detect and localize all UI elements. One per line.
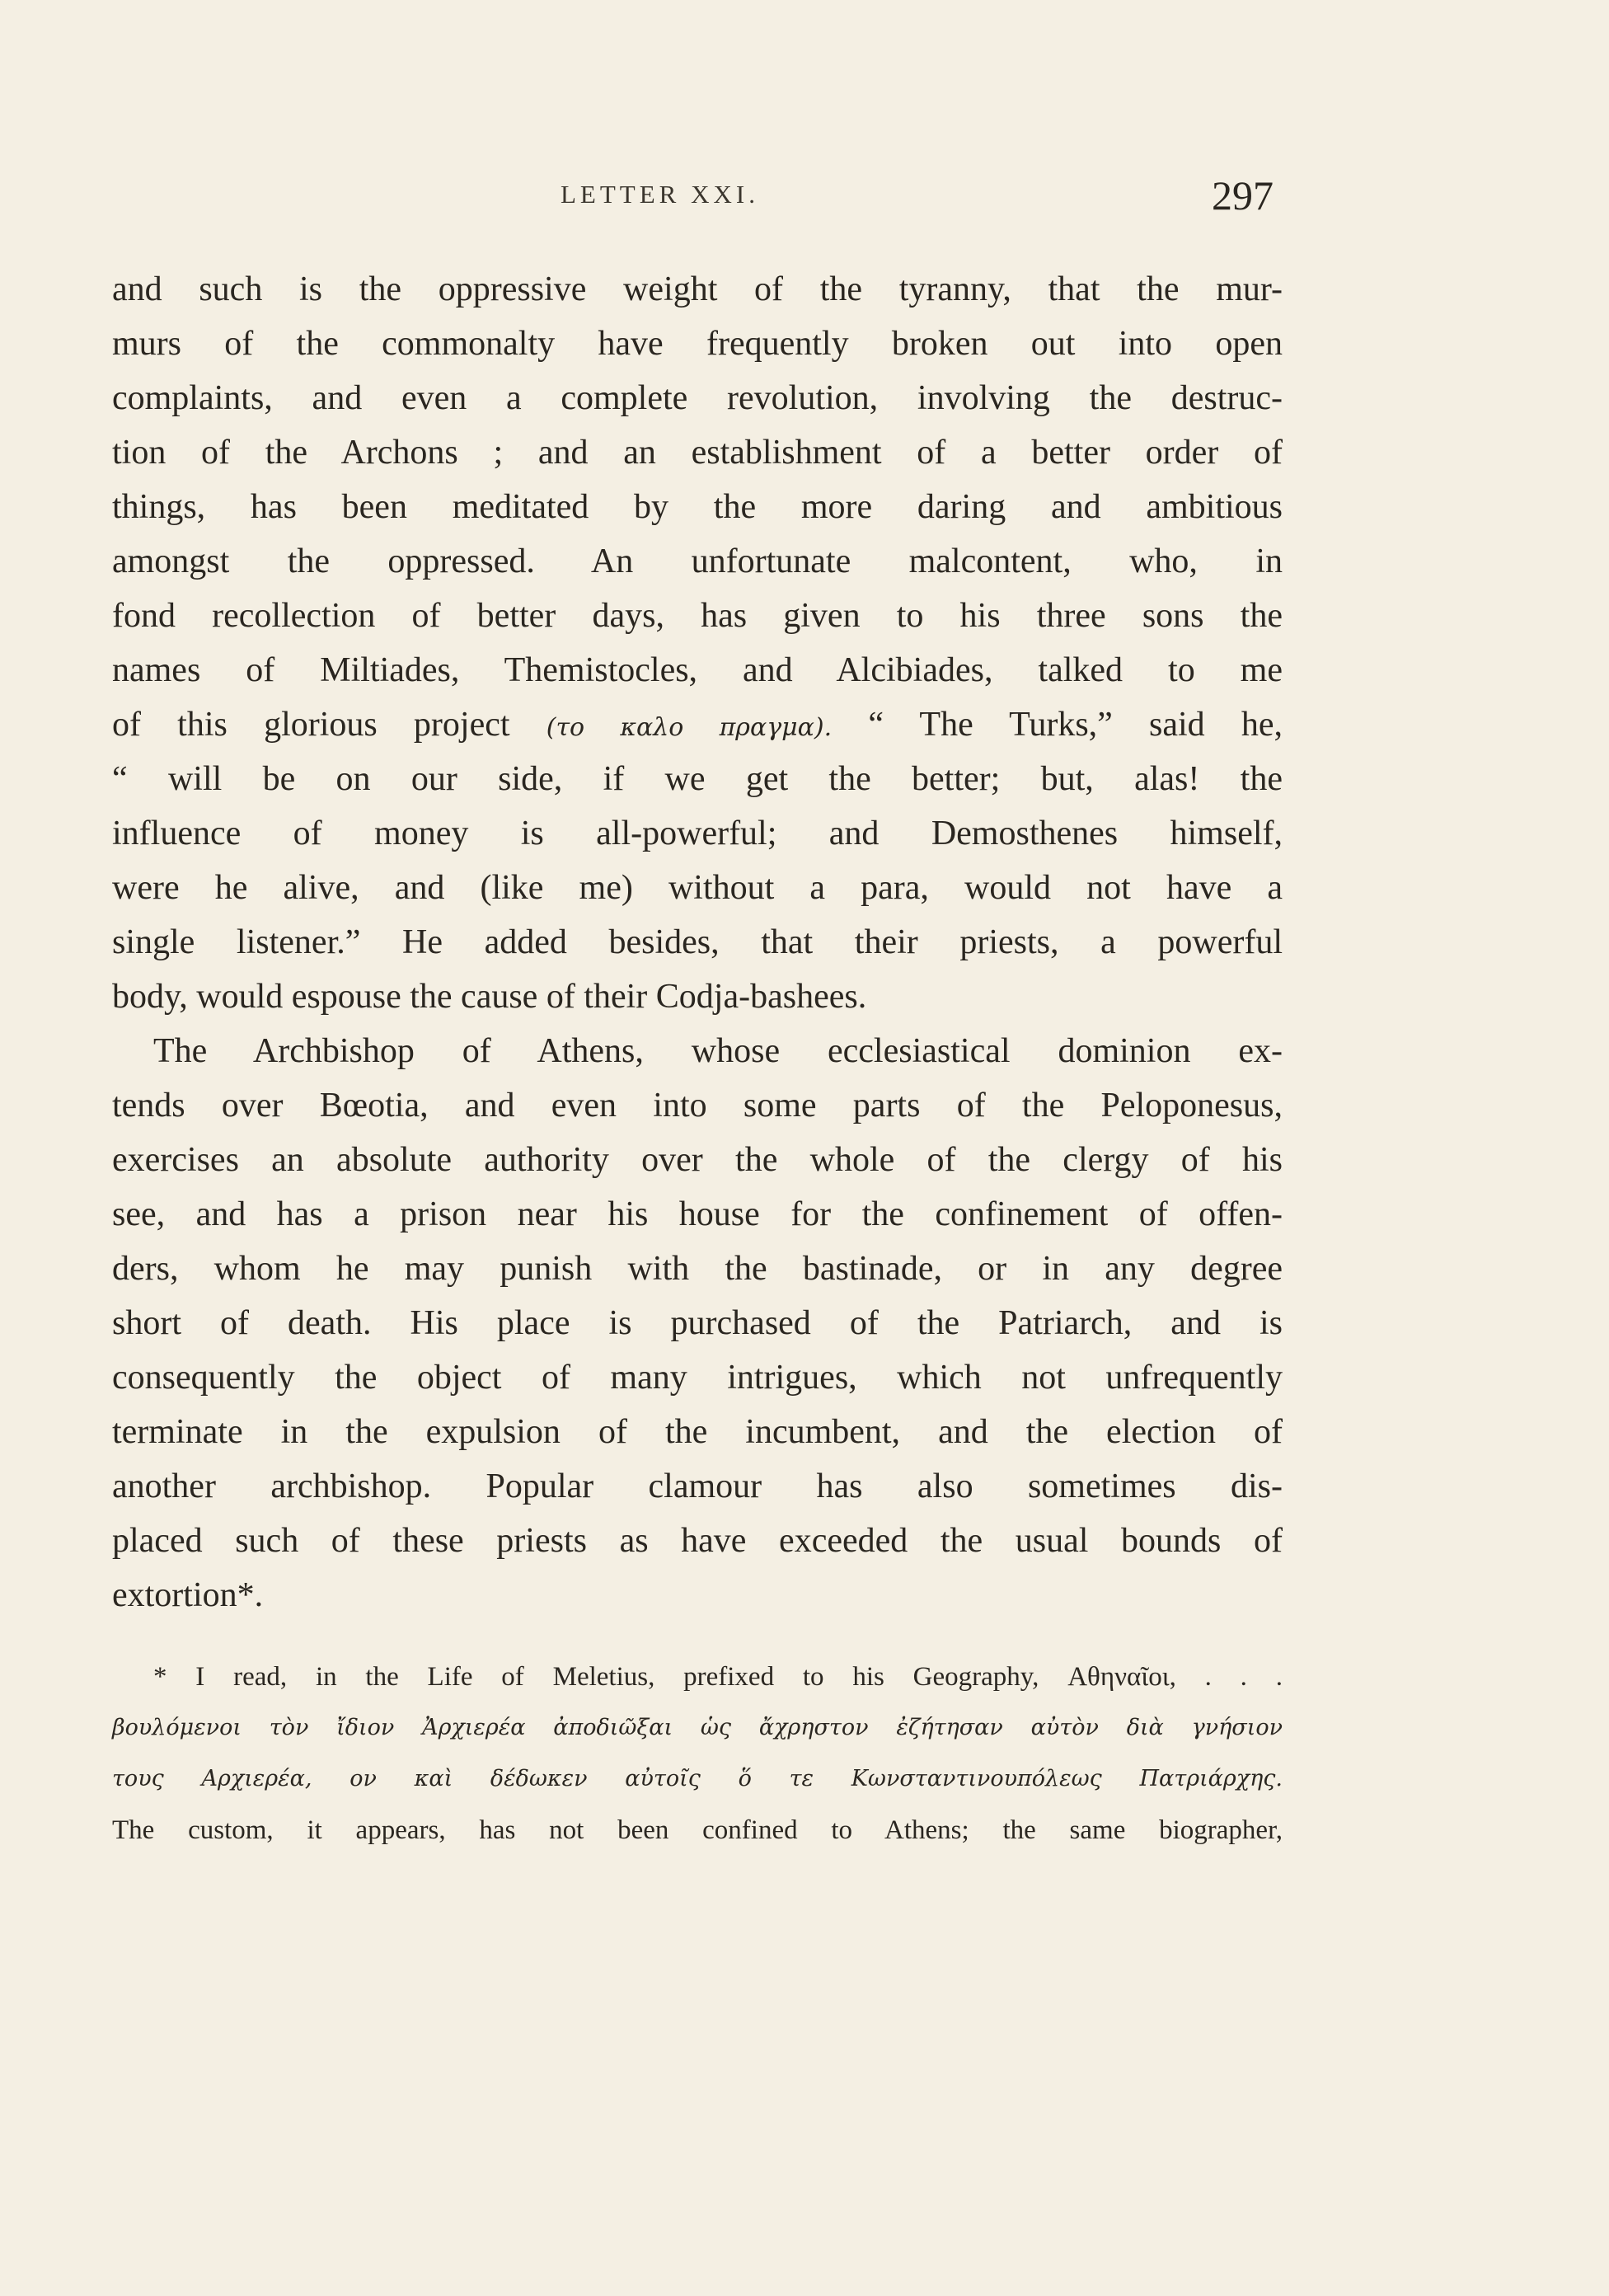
footnote-greek-line: βουλόμενοι τὸν ἴδιον Ἀρχιερέα ἀποδιῶξαι ὡς ἄχρηστον ἐζήτησαν αὐτὸν διὰ γνήσιον [112, 1715, 1283, 1740]
body-line: ders, whom he may punish with the bastinade, or in any degree [112, 1250, 1283, 1288]
footnote-greek-line: τους Αρχιερέα, ον καὶ δέδωκεν αὐτοῖς ὅ τε Κωνσταντινουπόλεως Πατριάρχης. [112, 1766, 1283, 1791]
greek-phrase: (το καλο πραγμα). [546, 713, 833, 742]
body-line: were he alive, and (like me) without a para, would not have a [112, 869, 1283, 907]
body-line: single listener.” He added besides, that their priests, a powerful [112, 923, 1283, 961]
body-line: and such is the oppressive weight of the tyranny, that the mur- [112, 270, 1283, 308]
body-line-segment: “ The Turks,” said he, [868, 706, 1283, 744]
body-line: another archbishop. Popular clamour has also sometimes dis- [112, 1467, 1283, 1505]
body-line: “ will be on our side, if we get the better; but, alas! the [112, 760, 1283, 798]
running-head: LETTER XXI. [561, 180, 759, 209]
footnote-line: * I read, in the Life of Meletius, prefixed to his Geography, Αθηναῖοι, . . . [153, 1662, 1283, 1692]
body-line: complaints, and even a complete revolution, involving the destruc- [112, 379, 1283, 417]
body-line: things, has been meditated by the more daring and ambitious [112, 488, 1283, 526]
body-line: see, and has a prison near his house for the confinement of offen- [112, 1195, 1283, 1233]
body-line: placed such of these priests as have exceeded the usual bounds of [112, 1522, 1283, 1560]
page-number: 297 [1212, 172, 1274, 218]
body-line: murs of the commonalty have frequently broken out into open [112, 325, 1283, 363]
body-line: extortion*. [112, 1576, 264, 1614]
footnote-line: The custom, it appears, has not been confined to Athens; the same biographer, [112, 1815, 1283, 1845]
body-line: tends over Bœotia, and even into some parts of the Peloponesus, [112, 1087, 1283, 1125]
body-line: tion of the Archons ; and an establishment of a better order of [112, 434, 1283, 472]
body-line: amongst the oppressed. An unfortunate malcontent, who, in [112, 542, 1283, 580]
body-line: consequently the object of many intrigues, which not unfrequently [112, 1359, 1283, 1397]
body-line: exercises an absolute authority over the whole of the clergy of his [112, 1141, 1283, 1179]
body-line: short of death. His place is purchased of the Patriarch, and is [112, 1304, 1283, 1342]
body-line: influence of money is all-powerful; and Demosthenes himself, [112, 815, 1283, 852]
body-line: body, would espouse the cause of their Codja-bashees. [112, 978, 867, 1016]
body-line: fond recollection of better days, has given to his three sons the [112, 597, 1283, 635]
body-line-segment: of this glorious project [112, 706, 510, 744]
body-line [112, 697, 1283, 752]
body-line: terminate in the expulsion of the incumbent, and the election of [112, 1413, 1283, 1451]
paragraph-start-line: The Archbishop of Athens, whose ecclesiastical dominion ex- [153, 1032, 1283, 1070]
body-line: names of Miltiades, Themistocles, and Alcibiades, talked to me [112, 651, 1283, 689]
